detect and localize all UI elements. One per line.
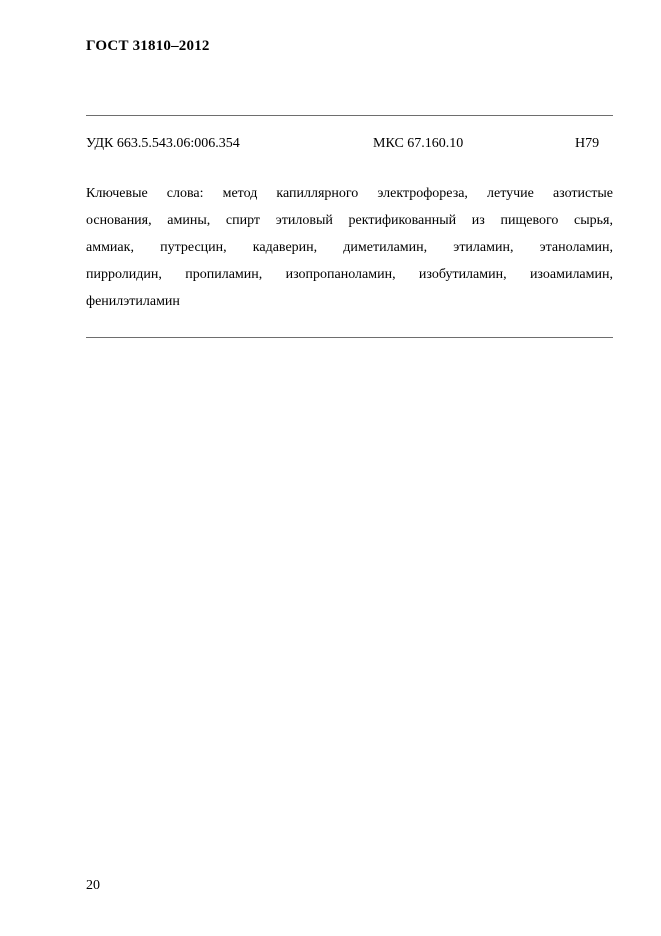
top-divider	[86, 115, 613, 116]
document-header-title: ГОСТ 31810–2012	[86, 38, 210, 54]
keywords-line: фенилэтиламин	[86, 294, 180, 309]
bottom-divider	[86, 337, 613, 338]
classification-code: Н79	[575, 136, 600, 151]
keywords-line: Ключевые слова: метод капиллярного электрофореза, летучие азотистые	[86, 186, 613, 201]
keywords-block	[86, 180, 613, 315]
keywords-line: аммиак, путресцин, кадаверин, диметиламин, этиламин, этаноламин,	[86, 240, 613, 255]
keywords-line: основания, амины, спирт этиловый ректификованный из пищевого сырья,	[86, 213, 613, 228]
keywords-line: пирролидин, пропиламин, изопропаноламин, изобутиламин, изоамиламин,	[86, 267, 613, 282]
page-number: 20	[86, 878, 100, 893]
udc-code: УДК 663.5.543.06:006.354	[86, 136, 240, 151]
ics-code: МКС 67.160.10	[373, 136, 464, 151]
